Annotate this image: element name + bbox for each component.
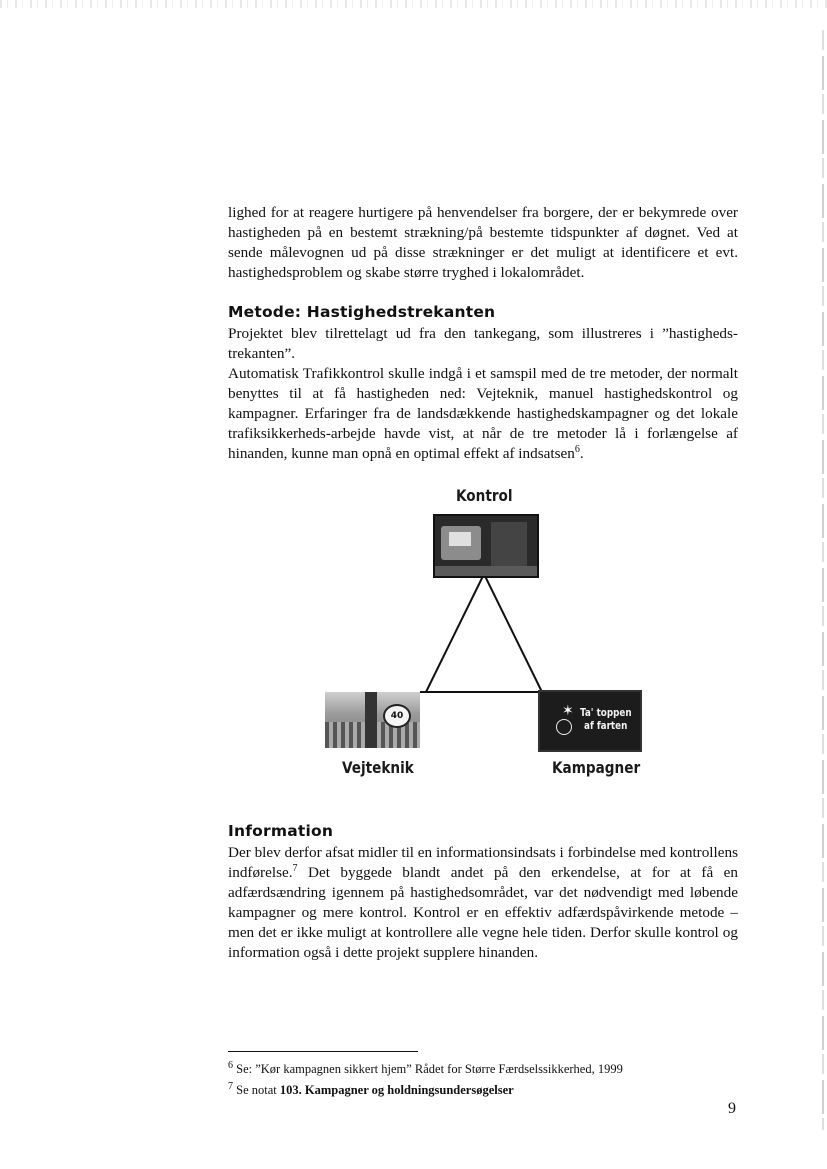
intro-paragraph: lighed for at reagere hurtigere på henvendelser fra borgere, der er bekymrede over hastigheden på en bestemt strækning/på bestemte tidspunkter af døgnet. Ved at sende målevognen ud på disse strækninger er det muligt at identificere et evt. hastighedsproblem og skabe større tryghed i lokalområdet. xyxy=(228,204,738,281)
footnote-separator xyxy=(228,1051,418,1052)
page-number: 9 xyxy=(728,1100,736,1117)
metode-paragraph-2 xyxy=(228,364,738,464)
diagram-label-vejteknik: Vejteknik xyxy=(342,758,414,777)
vejteknik-photo-post xyxy=(365,692,377,748)
footnote-6-number: 6 xyxy=(228,1059,233,1071)
speed-triangle-diagram xyxy=(320,482,650,787)
metode-paragraph-1: Projektet blev tilrettelagt ud fra den tankegang, som illustreres i ”hastigheds-trekanten”. xyxy=(228,325,738,362)
footnote-7-number: 7 xyxy=(228,1080,233,1092)
scan-artifact-right xyxy=(822,30,824,1130)
kontrol-photo-highlight xyxy=(449,532,471,546)
section-heading-metode: Metode: Hastighedstrekanten xyxy=(228,303,496,321)
footnote-7-bold-title: 103. Kampagner og holdningsundersøgelser xyxy=(279,1083,514,1097)
triangle-right-edge xyxy=(484,574,542,692)
information-paragraph xyxy=(228,843,738,963)
footnote-ref-7: 7 xyxy=(292,862,298,874)
speed-circle-icon xyxy=(556,719,572,735)
kontrol-photo-window xyxy=(491,522,527,566)
speed-limit-sign-icon: 40 xyxy=(383,704,411,728)
metode-paragraph-2-end: . xyxy=(579,445,584,462)
campaign-slogan-line-1: Ta' toppen xyxy=(580,706,632,719)
kontrol-photo-ground xyxy=(435,566,537,576)
triangle-left-edge xyxy=(426,574,484,692)
star-icon: ✶ xyxy=(562,703,574,719)
kontrol-photo xyxy=(433,514,539,578)
footnote-ref-6: 6 xyxy=(574,443,580,455)
metode-paragraph-2-text: Automatisk Trafikkontrol skulle indgå i et samspil med de tre metoder, der normalt benyttes til at få hastigheden ned: Vejteknik, manuel hastighedskontrol og kampagner. Erfaringer fra de landsdækkende hastighedskampagner og det lokale trafiksikkerheds-arbejde havde vist, at når de tre metoder lå i forlængelse af hinanden, kunne man opnå en optimal effekt af indsatsen xyxy=(228,365,738,462)
scan-artifact-top xyxy=(0,0,827,8)
campaign-slogan-line-2: af farten xyxy=(584,719,628,732)
kampagner-photo xyxy=(538,690,642,752)
diagram-label-kampagner: Kampagner xyxy=(552,758,641,777)
intro-paragraph-block xyxy=(228,203,738,283)
footnote-7-text: Se notat xyxy=(236,1083,280,1097)
diagram-label-kontrol: Kontrol xyxy=(456,486,513,505)
footnote-6-text: Se: ”Kør kampagnen sikkert hjem” Rådet for Større Færdselssikkerhed, 1999 xyxy=(236,1062,623,1076)
footnote-6 xyxy=(228,1061,623,1077)
section-metode xyxy=(228,302,738,464)
campaign-slogan xyxy=(580,706,632,732)
vejteknik-photo xyxy=(325,692,420,748)
information-paragraph-text-b: Det byggede blandt andet på den erkendelse, at for at få en adfærdsændring igennem på hastighedsområdet, var det nødvendigt med løbende kampagner og mere kontrol. Kontrol er en effektiv adfærdspåvirkende metode – men det er ikke muligt at kontrollere alle vegne hele tiden. Derfor skulle kontrol og information også i dette projekt supplere hinanden. xyxy=(228,864,738,961)
information-paragraph-text-a: Der blev derfor afsat midler til en informationsindsats i forbindelse med kontrollens indførelse. xyxy=(228,844,738,881)
section-heading-information: Information xyxy=(228,822,334,840)
footnote-7 xyxy=(228,1082,514,1098)
section-information xyxy=(228,821,738,963)
